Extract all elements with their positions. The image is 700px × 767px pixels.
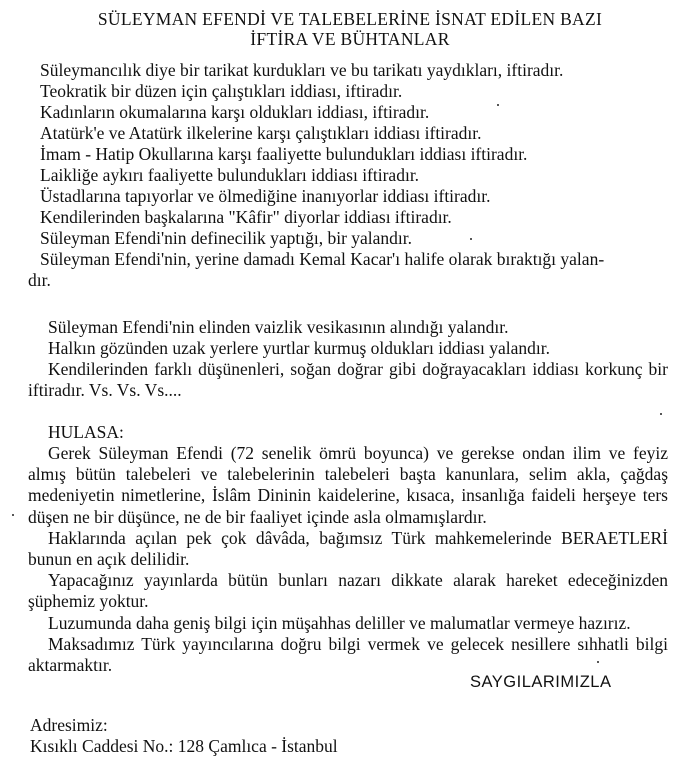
scan-speck <box>12 514 14 516</box>
scan-speck <box>597 661 599 663</box>
claim-item: Süleymancılık diye bir tarikat kurdukları ve bu tarikatı yaydıkları, iftiradır. <box>40 60 564 80</box>
claim-item-last: Süleyman Efendi'nin, yerine damadı Kemal Kacar'ı halife olarak bıraktığı yalan- <box>40 249 605 269</box>
claim-item: Üstadlarına tapıyorlar ve ölmediğine inanıyorlar iddiası iftiradır. <box>40 186 491 206</box>
summary-paragraph: Maksadımız Türk yayıncılarına doğru bilgi vermek ve gelecek nesillere sıhhatli bilgi aktarmaktır. <box>28 633 668 676</box>
claim-item: Laikliğe aykırı faaliyette bulundukları iddiası iftiradır. <box>40 165 420 185</box>
scan-speck <box>497 104 499 106</box>
claim-item: Süleyman Efendi'nin definecilik yaptığı, bir yalandır. <box>40 228 413 248</box>
signature: SAYGILARIMIZLA <box>470 673 612 691</box>
claim-item: Halkın gözünden uzak yerlere yurtlar kurmuş oldukları iddiası yalandır. <box>48 338 551 358</box>
claim-item: Kendilerinden başkalarına "Kâfir" diyorlar iddiası iftiradır. <box>40 207 452 227</box>
claim-item-last-continued: dır. <box>28 270 51 290</box>
summary-paragraph: Haklarında açılan pek çok dâvâda, bağımsız Türk mahkemelerinde BERAETLERİ bunun en açık delilidir. <box>28 527 668 570</box>
summary-paragraph: Luzumunda daha geniş bilgi için müşahhas deliller ve malumatlar vermeye hazırız. <box>48 612 631 633</box>
address-label: Adresimiz: <box>30 715 108 735</box>
claim-item: Kadınların okumalarına karşı oldukları iddiası, iftiradır. <box>40 102 430 122</box>
title-line-1: SÜLEYMAN EFENDİ VE TALEBELERİNE İSNAT EDİLEN BAZI <box>97 9 603 29</box>
scan-speck <box>660 413 662 415</box>
claim-item: Atatürk'e ve Atatürk ilkelerine karşı çalıştıkları iddiası iftiradır. <box>40 123 482 143</box>
address-value: Kısıklı Caddesi No.: 128 Çamlıca - İstanbul <box>30 736 338 756</box>
claim-onion-paragraph <box>28 359 668 401</box>
summary-paragraph: Yapacağınız yayınlarda bütün bunları nazarı dikkate alarak hareket edeceğinizden şüphemiz yoktur. <box>28 570 668 612</box>
scan-speck <box>470 238 472 240</box>
claim-item: İmam - Hatip Okullarına karşı faaliyette bulundukları iddiası iftiradır. <box>40 144 528 164</box>
claim-item: Süleyman Efendi'nin elinden vaizlik vesikasının alındığı yalandır. <box>48 317 509 337</box>
summary-heading: HULASA: <box>48 422 124 442</box>
claim-onion-text: Kendilerinden farklı düşünenleri, soğan doğrar gibi doğrayacakları iddiası korkunç bir iftiradır. Vs. Vs. Vs.... <box>28 359 668 401</box>
summary-paragraph: Gerek Süleyman Efendi (72 senelik ömrü boyunca) ve gerekse ondan ilim ve feyiz almış bütün talebeleri ve talebelerinin talebeleri başta kanunlara, selim akla, çağdaş medeniyetin nimetlerine, İslâm Dininin kaidelerine, kısaca, insanlığa faideli herşeye ters düşen ne bir düşünce, ne de bir faaliyet içinde asla olmamışlardır. <box>28 443 668 527</box>
claim-item: Teokratik bir düzen için çalıştıkları iddiası, iftiradır. <box>40 81 403 101</box>
summary-body <box>28 443 668 676</box>
title-line-2: İFTİRA VE BÜHTANLAR <box>250 29 450 49</box>
